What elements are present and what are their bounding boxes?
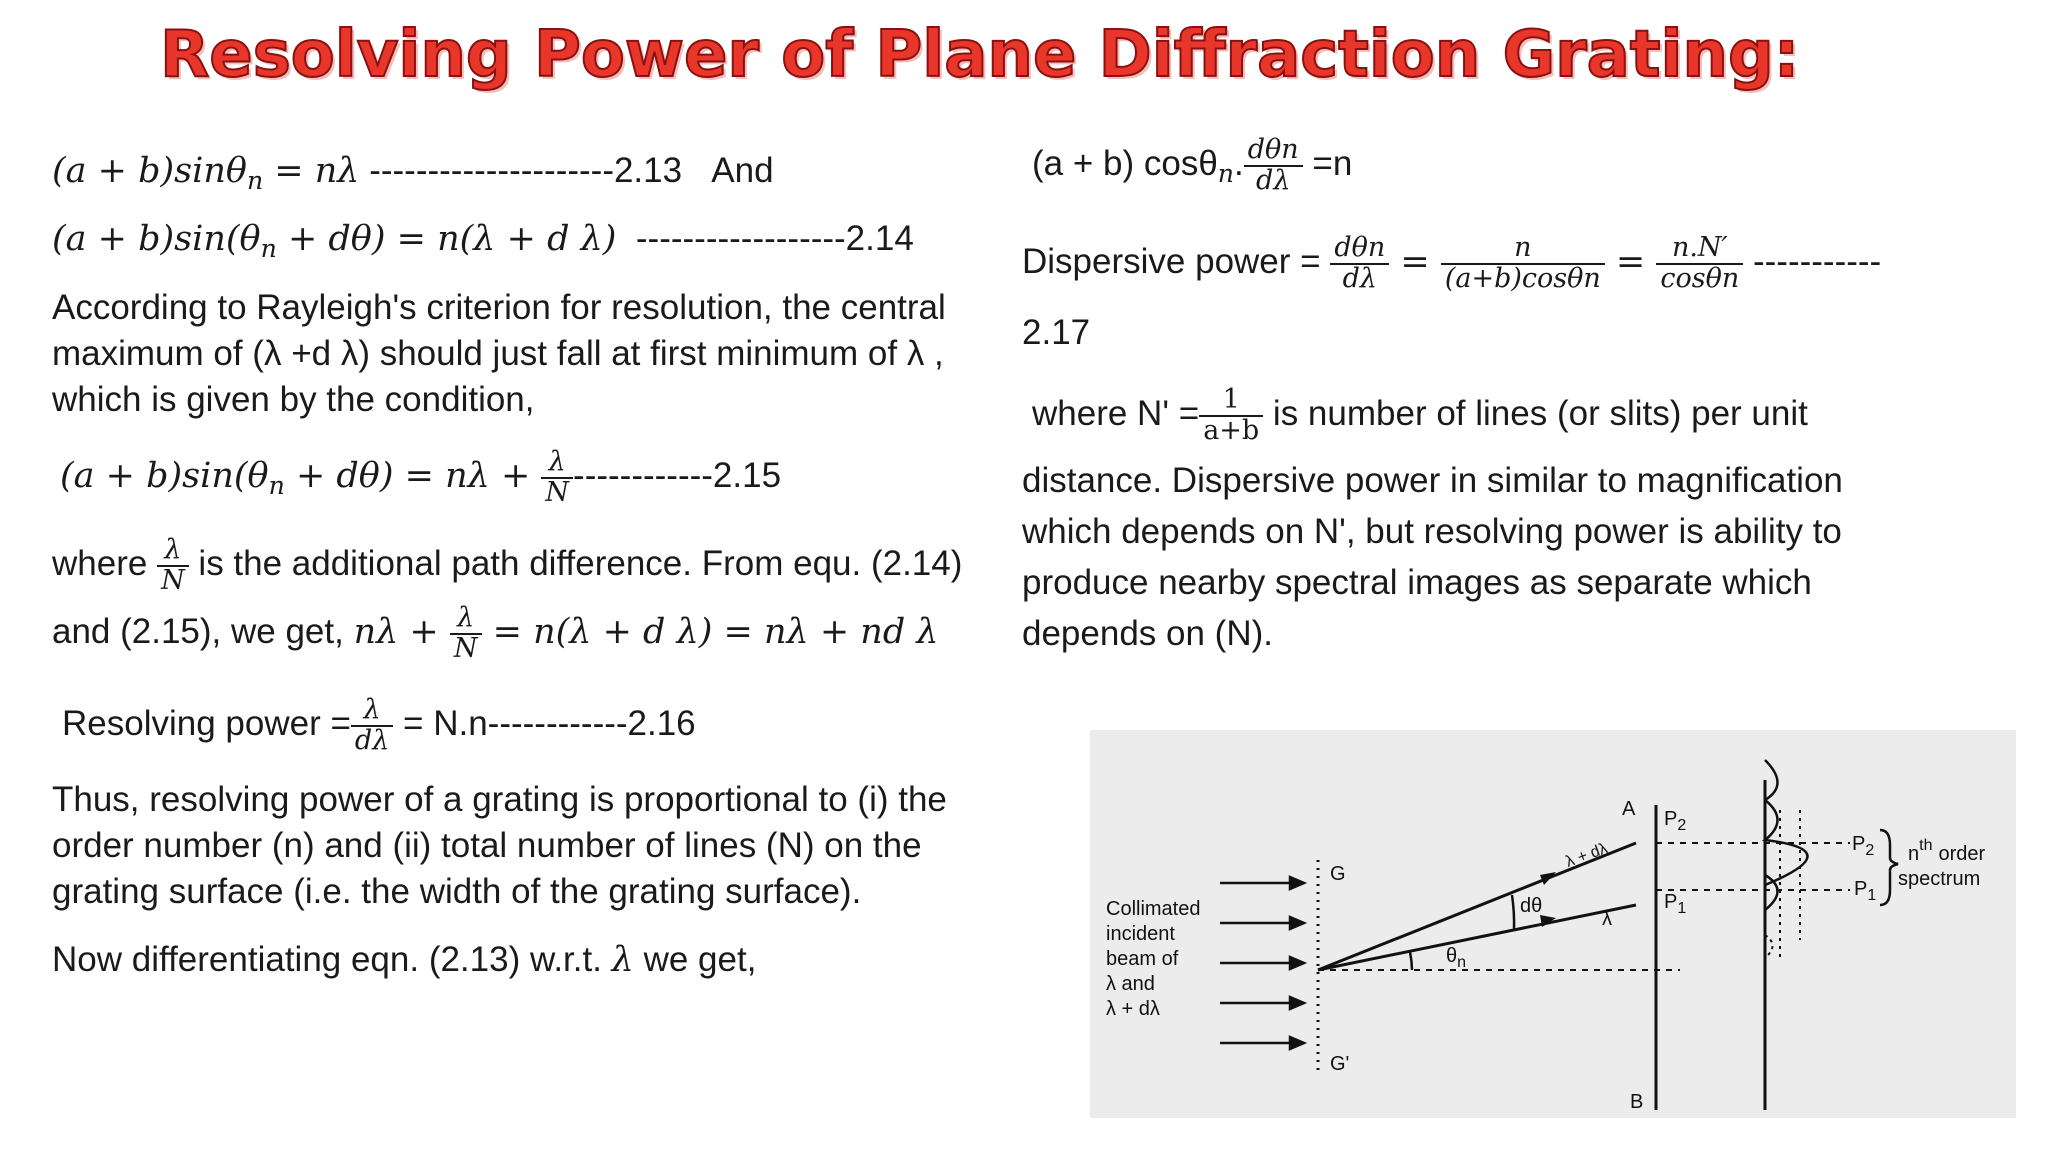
text-line: which is given by the condition, — [52, 380, 535, 419]
arrow-head — [1290, 957, 1304, 969]
label-a: A — [1622, 798, 1636, 820]
label-g: G — [1330, 863, 1346, 885]
arrow-head — [1290, 877, 1304, 889]
arrow-head — [1290, 997, 1304, 1009]
equation-cos: (a + b) cosθ$_n$. $\frac{\text{dθn}}{d\lambda}$ =n — [1032, 134, 1353, 196]
incident-label-line: λ + dλ — [1106, 998, 1160, 1020]
fraction: $\frac{1}{a+b}$ — [1199, 386, 1263, 445]
incident-arrows — [1220, 877, 1304, 1049]
equation-2-13: (a + b)sinθ$_n$ = nλ ---------------------2.13 And — [52, 151, 774, 196]
resolving-power-equation: Resolving power = $\frac{\lambda}{d\lambda}$ = N.n------------2.16 — [62, 694, 696, 756]
intensity-curve — [1765, 760, 1778, 800]
diagram-svg — [1090, 730, 2016, 1118]
arrow-head — [1290, 1037, 1304, 1049]
equation-2-15: $(a + b)\sin(\theta_n + d\theta) = n\lambda$ + $\frac{\lambda}{N}$ ------------2.15 — [60, 446, 782, 508]
label-dtheta: dθ — [1520, 895, 1543, 917]
text-line: maximum of (λ +d λ) should just fall at first minimum of λ , — [52, 334, 944, 373]
label-spectrum: spectrum — [1898, 868, 1981, 890]
text-line: Thus, resolving power of a grating is proportional to (i) the — [52, 780, 947, 819]
label-theta-n: $\theta_n$ — [1446, 945, 1467, 971]
arrow-head — [1290, 917, 1304, 929]
label-lambda: λ — [1602, 908, 1612, 930]
incident-label-line: Collimated — [1106, 898, 1201, 920]
label-g-prime: G' — [1330, 1053, 1350, 1075]
equation-number-2-17: 2.17 — [1022, 313, 1091, 352]
dispersive-paragraph — [1022, 455, 1843, 659]
fraction: $\frac{\lambda}{N}$ — [450, 604, 482, 663]
dispersive-power-equation: Dispersive power = $\frac{\text{dθn}}{d\lambda}$ = $\frac{n}{(a+b)\cos\theta n}$ = $\frac{n.N'}{\cos\theta n}$ ----------- — [1022, 232, 1882, 294]
text-line: produce nearby spectral images as separate which — [1022, 563, 1812, 602]
incident-label-line: λ and — [1106, 973, 1155, 995]
text-line: depends on (N). — [1022, 614, 1273, 653]
text-line: order number (n) and (ii) total number of lines (N) on the — [52, 826, 922, 865]
incident-label-line: incident — [1106, 923, 1175, 945]
equation-2-14: $(a + b)\sin(\theta_n + d\theta) = n(\lambda + d$ λ) ------------------2.14 — [52, 219, 914, 264]
label-p2: $P_2$ — [1664, 808, 1687, 834]
label-lambda-dlambda: λ + dλ — [1563, 840, 1610, 871]
label-p2-right: $P_2$ — [1852, 833, 1875, 859]
ray-arrow-head — [1540, 872, 1556, 885]
text-line: distance. Dispersive power in similar to magnification — [1022, 461, 1843, 500]
incident-label-line: beam of — [1106, 948, 1179, 970]
label-nth-order: $n^{th}$ order — [1908, 837, 1986, 865]
thus-paragraph — [52, 777, 947, 915]
rayleigh-paragraph — [52, 285, 946, 423]
fraction: $\frac{\lambda}{N}$ — [541, 448, 573, 507]
fraction: $\frac{\text{dθn}}{d\lambda}$ — [1330, 234, 1389, 293]
page-title: Resolving Power of Plane Diffraction Grating: — [160, 18, 1800, 92]
text-line: grating surface (i.e. the width of the grating surface). — [52, 872, 862, 911]
fraction: $\frac{\lambda}{N}$ — [157, 536, 189, 595]
fraction: $\frac{n}{(a+b)\cos\theta n}$ — [1441, 234, 1605, 293]
now-differentiating: Now differentiating eqn. (2.13) w.r.t. λ we get, — [52, 940, 757, 980]
label-p1-right: $P_1$ — [1854, 878, 1877, 904]
fraction: $\frac{n.N'}{\cos\theta n}$ — [1656, 234, 1743, 293]
and-line: and (2.15), we get, nλ + $\frac{\lambda}{N}$ = n(λ + d λ) = nλ + nd λ — [52, 602, 939, 664]
text-line: which depends on N', but resolving power is ability to — [1022, 512, 1842, 551]
ray-lambda — [1318, 905, 1636, 970]
brace — [1880, 830, 1898, 905]
dtheta-arc — [1512, 895, 1514, 930]
grating-diagram — [1090, 730, 2016, 1118]
fraction: $\frac{\text{dθn}}{d\lambda}$ — [1244, 136, 1303, 195]
where-line: where $\frac{\lambda}{N}$ is the additional path difference. From equ. (2.14) — [52, 534, 963, 596]
theta-arc — [1410, 952, 1412, 970]
text-line: According to Rayleigh's criterion for resolution, the central — [52, 288, 946, 327]
label-p1: $P_1$ — [1664, 891, 1687, 917]
fraction: $\frac{\lambda}{d\lambda}$ — [351, 696, 393, 755]
where-n-prime: where N' = $\frac{1}{a+b}$ is number of lines (or slits) per unit — [1032, 384, 1808, 446]
label-b: B — [1630, 1091, 1644, 1113]
